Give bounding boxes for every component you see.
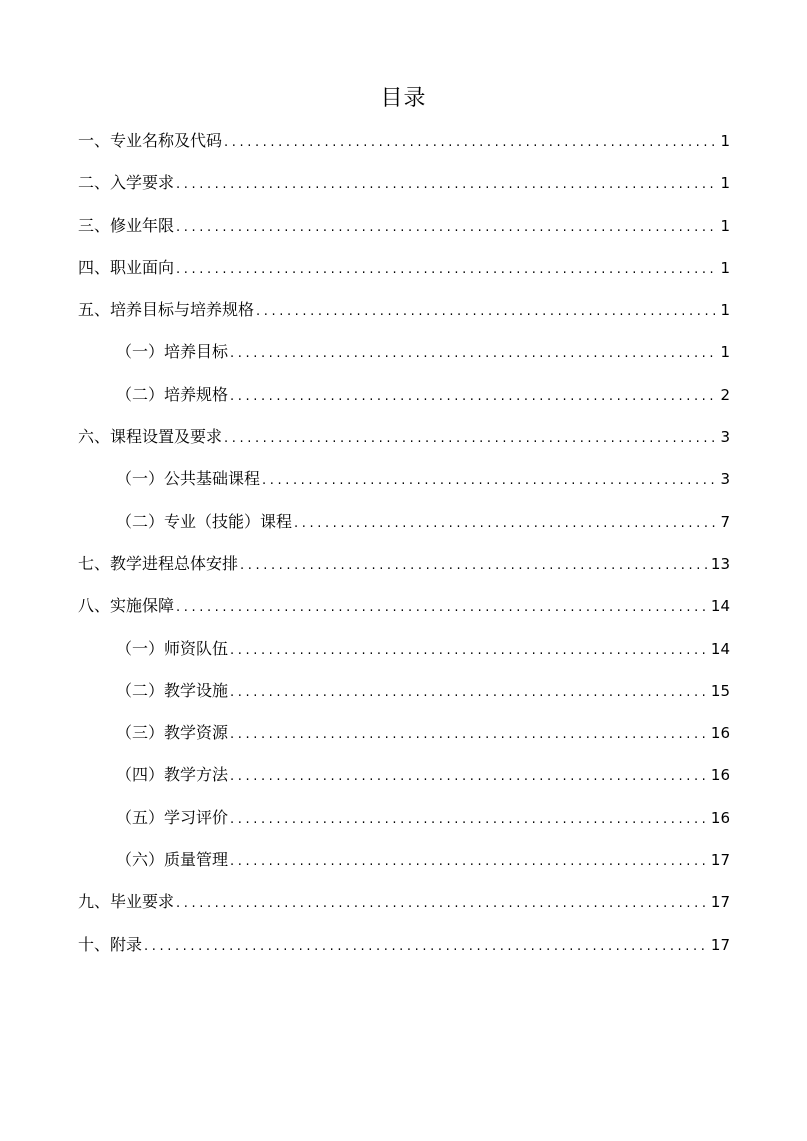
toc-entry-label: （四）教学方法 (116, 765, 229, 785)
dot-leader (240, 545, 709, 587)
toc-entry-label: （二）专业（技能）课程 (116, 511, 293, 531)
toc-subentry[interactable] (78, 754, 730, 796)
toc-entry[interactable] (78, 543, 730, 585)
toc-subentry[interactable] (78, 374, 730, 416)
dot-leader (224, 122, 718, 164)
toc-entry-page-number: 3 (720, 428, 730, 447)
toc-entry-page-number: 1 (720, 301, 730, 320)
toc-entry-label: （一）师资队伍 (116, 638, 229, 658)
toc-entry-label: 六、课程设置及要求 (78, 427, 223, 447)
toc-entry-label: 三、修业年限 (78, 215, 175, 235)
toc-entry-label: 二、入学要求 (78, 173, 175, 193)
toc-entry-page-number: 17 (710, 851, 730, 870)
toc-entry[interactable] (78, 162, 730, 204)
table-of-contents (78, 120, 730, 966)
toc-entry[interactable] (78, 289, 730, 331)
toc-entry-page-number: 16 (710, 724, 730, 743)
toc-entry-label: （二）教学设施 (116, 680, 229, 700)
toc-subentry[interactable] (78, 501, 730, 543)
toc-subentry[interactable] (78, 628, 730, 670)
toc-entry-page-number: 16 (710, 766, 730, 785)
toc-entry-page-number: 2 (720, 385, 730, 404)
dot-leader (176, 207, 718, 249)
toc-entry-label: 七、教学进程总体安排 (78, 553, 239, 573)
dot-leader (230, 799, 709, 841)
toc-entry-page-number: 16 (710, 808, 730, 827)
toc-entry-label: （六）质量管理 (116, 850, 229, 870)
toc-entry-page-number: 1 (720, 343, 730, 362)
dot-leader (144, 926, 709, 968)
toc-entry-label: 十、附录 (78, 934, 143, 954)
toc-entry-label: 九、毕业要求 (78, 892, 175, 912)
toc-entry[interactable] (78, 205, 730, 247)
toc-entry-page-number: 13 (710, 554, 730, 573)
dot-leader (230, 841, 709, 883)
dot-leader (176, 164, 718, 206)
dot-leader (230, 630, 709, 672)
dot-leader (176, 883, 709, 925)
toc-entry-page-number: 15 (710, 681, 730, 700)
toc-subentry[interactable] (78, 839, 730, 881)
toc-entry[interactable] (78, 881, 730, 923)
toc-entry-page-number: 1 (720, 174, 730, 193)
dot-leader (294, 503, 718, 545)
toc-entry-page-number: 17 (710, 935, 730, 954)
toc-entry-page-number: 1 (720, 258, 730, 277)
dot-leader (262, 460, 718, 502)
toc-entry[interactable] (78, 416, 730, 458)
toc-subentry[interactable] (78, 458, 730, 500)
toc-entry-label: （一）培养目标 (116, 342, 229, 362)
dot-leader (230, 756, 709, 798)
toc-subentry[interactable] (78, 712, 730, 754)
toc-entry-label: 四、职业面向 (78, 257, 175, 277)
toc-entry-label: 八、实施保障 (78, 596, 175, 616)
toc-subentry[interactable] (78, 331, 730, 373)
toc-entry-page-number: 1 (720, 132, 730, 150)
dot-leader (230, 672, 709, 714)
dot-leader (230, 376, 718, 418)
toc-entry-page-number: 14 (710, 597, 730, 616)
toc-entry-page-number: 17 (710, 893, 730, 912)
toc-entry-label: 五、培养目标与培养规格 (78, 300, 255, 320)
toc-entry[interactable] (78, 247, 730, 289)
toc-entry-label: 一、专业名称及代码 (78, 131, 223, 150)
dot-leader (224, 418, 718, 460)
toc-entry-label: （一）公共基础课程 (116, 469, 261, 489)
toc-entry[interactable] (78, 585, 730, 627)
toc-entry-page-number: 14 (710, 639, 730, 658)
dot-leader (176, 249, 718, 291)
toc-entry[interactable] (78, 120, 730, 162)
toc-entry-page-number: 7 (720, 512, 730, 531)
toc-entry[interactable] (78, 924, 730, 966)
toc-entry-label: （三）教学资源 (116, 723, 229, 743)
toc-subentry[interactable] (78, 797, 730, 839)
toc-entry-page-number: 1 (720, 216, 730, 235)
dot-leader (230, 333, 718, 375)
dot-leader (230, 714, 709, 756)
toc-entry-page-number: 3 (720, 470, 730, 489)
dot-leader (256, 291, 718, 333)
toc-entry-label: （二）培养规格 (116, 384, 229, 404)
toc-subentry[interactable] (78, 670, 730, 712)
dot-leader (176, 587, 709, 629)
toc-entry-label: （五）学习评价 (116, 807, 229, 827)
toc-title: 目录 (380, 86, 427, 111)
